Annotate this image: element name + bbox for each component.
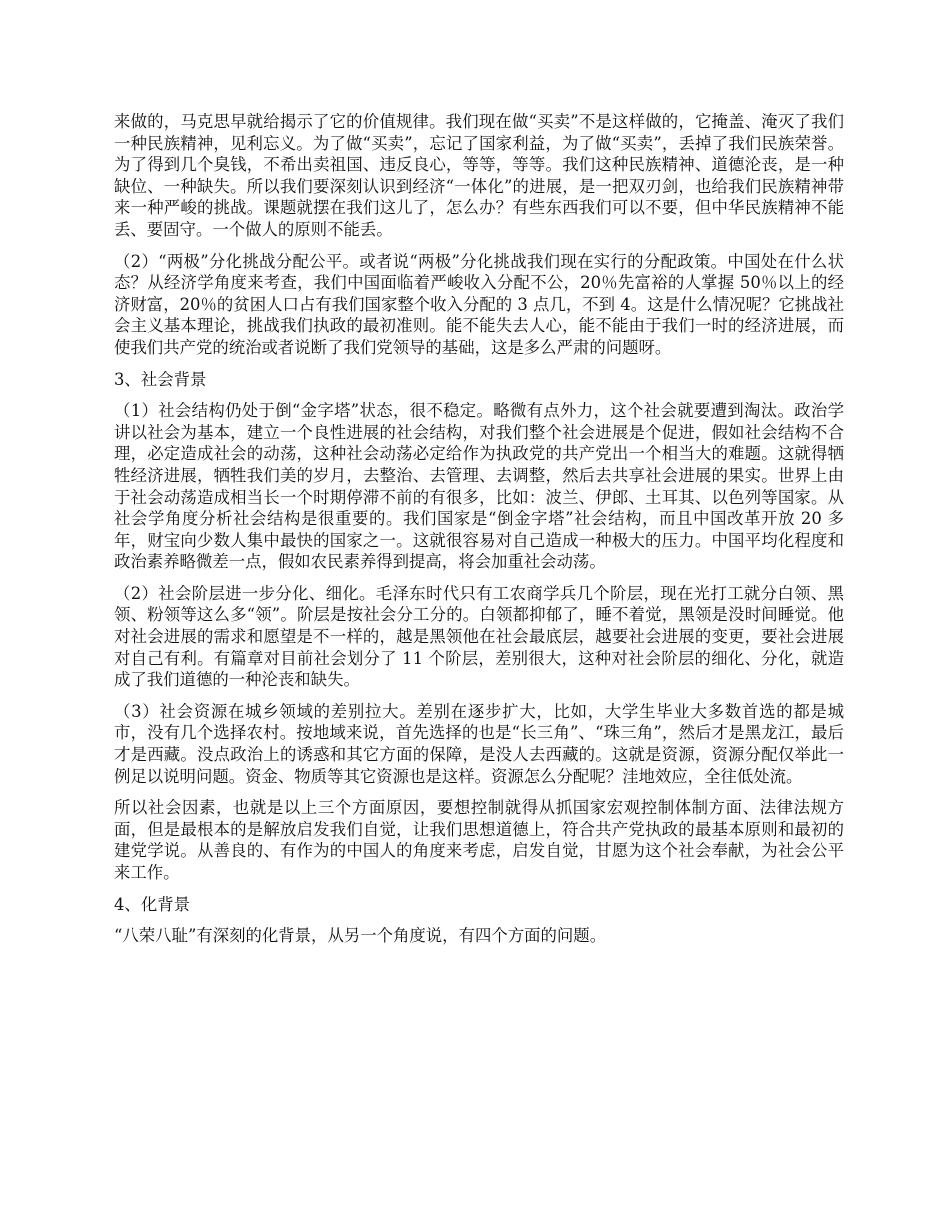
document-body <box>114 111 844 957</box>
paragraph-social-stratification: （2）社会阶层进一步分化、细化。毛泽东时代只有工农商学兵几个阶层，现在光打工就分白领、黑领、粉领等这么多“领”。阶层是按社会分工分的。白领都抑郁了，睡不着觉，黑领是没时间睡觉。他对社会进展的需求和愿望是不一样的，越是黑领他在社会最底层，越要社会进展的变更，要社会进展对自己有利。有篇章对目前社会划分了 11 个阶层，差别很大，这种对社会阶层的细化、分化，就造成了我们道德的一种沦丧和缺失。 <box>114 583 844 690</box>
paragraph-income-polarization: （2）“两极”分化挑战分配公平。或者说“两极”分化挑战我们现在实行的分配政策。中国处在什么状态？从经济学角度来考查，我们中国面临着严峻收入分配不公，20％先富裕的人掌握 50％以上的经济财富，20％的贫困人口占有我们国家整个收入分配的 3 点几，不到 4。这是什么情况呢？它挑战社会主义基本理论，挑战我们执政的最初准则。能不能失去人心，能不能由于我们一时的经济进展，而使我们共产党的统治或者说断了我们党领导的基础，这是多么严肃的问题呀。 <box>114 251 844 357</box>
section-heading-cultural-background: 4、化背景 <box>114 894 190 914</box>
paragraph-national-spirit: 来做的，马克思早就给揭示了它的价值规律。我们现在做“买卖”不是这样做的，它掩盖、淹灭了我们一种民族精神，见利忘义。为了做“买卖”，忘记了国家利益，为了做“买卖”，丢掉了我们民族荣誉。为了得到几个臭钱，不希出卖祖国、违反良心，等等，等等。我们这种民族精神、道德沦丧，是一种缺位、一种缺失。所以我们要深刻认识到经济“一体化”的进展，是一把双刃剑，也给我们民族精神带来一种严峻的挑战。课题就摆在我们这儿了，怎么办？有些东西我们可以不要，但中华民族精神不能丢、要固守。一个做人的原则不能丢。 <box>114 112 844 239</box>
paragraph-resource-gap: （3）社会资源在城乡领域的差别拉大。差别在逐步扩大，比如，大学生毕业大多数首选的都是城市，没有几个选择农村。按地域来说，首先选择的也是“长三角”、“珠三角”，然后才是黑龙江，最后才是西藏。没点政治上的诱惑和其它方面的保障，是没人去西藏的。这就是资源，资源分配仅举此一例足以说明问题。资金、物质等其它资源也是这样。资源怎么分配呢？洼地效应，全往低处流。 <box>114 701 844 786</box>
paragraph-social-structure: （1）社会结构仍处于倒“金字塔”状态，很不稳定。略微有点外力，这个社会就要遭到淘汰。政治学讲以社会为基本，建立一个良性进展的社会结构，对我们整个社会进展是个促进，假如社会结构不合理，必定造成社会的动荡，这种社会动荡必定给作为执政党的共产党出一个相当大的难题。这就得牺牲经济进展，牺牲我们美的岁月，去整治、去管理、去调整，然后去共享社会进展的果实。世界上由于社会动荡造成相当长一个时期停滞不前的有很多，比如：波兰、伊郎、土耳其、以色列等国家。从社会学角度分析社会结构是很重要的。我们国家是“倒金字塔”社会结构，而且中国改革开放 20 多年，财宝向少数人集中最快的国家之一。这就很容易对自己造成一种极大的压力。中国平均化程度和政治素养略微差一点，假如农民素养得到提高，将会加重社会动荡。 <box>114 401 844 572</box>
section-heading-social-background: 3、社会背景 <box>114 369 207 389</box>
paragraph-eight-honors: “八荣八耻”有深刻的化背景，从另一个角度说，有四个方面的问题。 <box>114 926 607 946</box>
paragraph-conclusion: 所以社会因素，也就是以上三个方面原因，要想控制就得从抓国家宏观控制体制方面、法律法规方面，但是最根本的是解放启发我们自觉，让我们思想道德上，符合共产党执政的最基本原则和最初的建党学说。从善良的、有作为的中国人的角度来考虑，启发自觉，甘愿为这个社会奉献，为社会公平来工作。 <box>114 798 844 882</box>
